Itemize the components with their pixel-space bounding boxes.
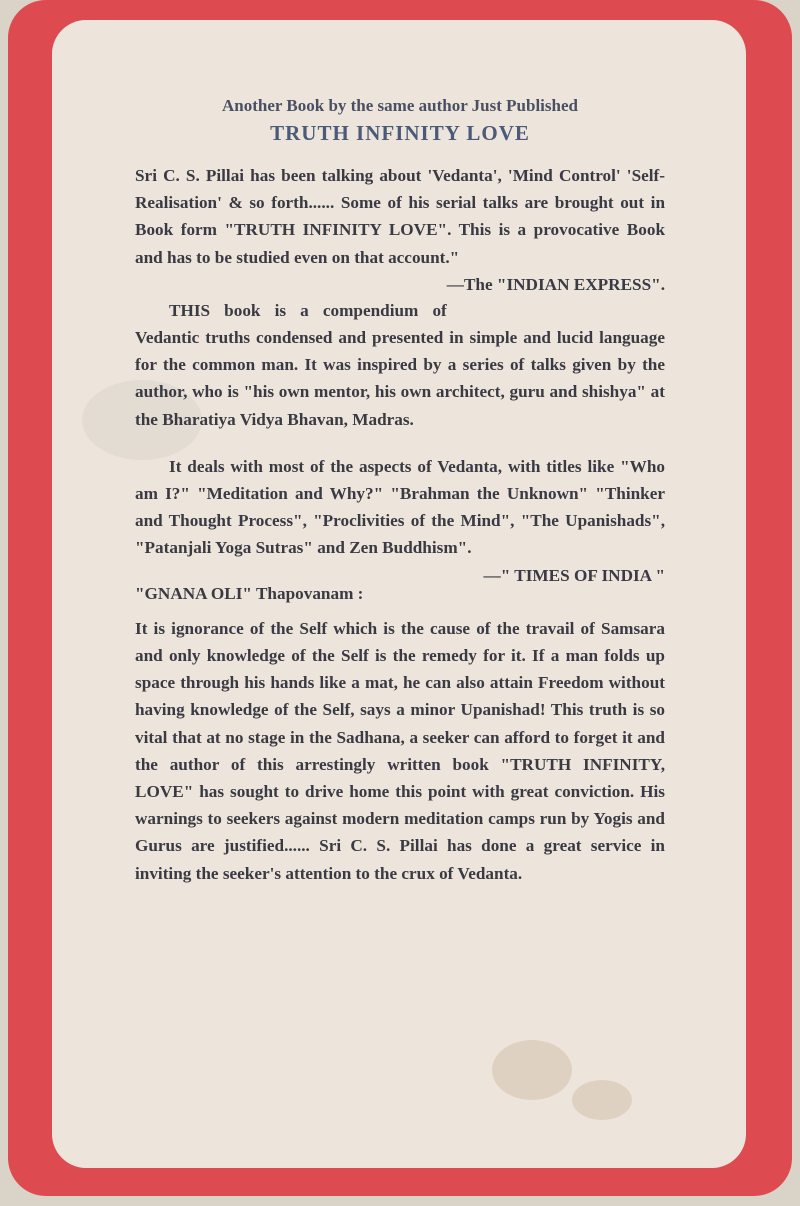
stain-mark — [572, 1080, 632, 1120]
cover-text-block — [135, 92, 665, 887]
gnana-review-heading: "GNANA OLI" Thapovanam : — [135, 583, 364, 603]
stain-mark — [492, 1040, 572, 1100]
gnana-review-text: It is ignorance of the Self which is the cause of the travail of Samsara and only knowledge of the Self is the remedy for it. If a man folds up space through his hands like a mat, he can also attain Freedom without having knowledge of the Self, says a minor Upanishad! This truth is so vital that at no stage in the Sadhana, a seeker can afford to forget it and the author of this arrestingly written book "TRUTH INFINITY, LOVE" has sought to drive home this point with great conviction. His warnings to seekers against modern meditation camps run by Yogis and Gurus are justified...... Sri C. S. Pillai has done a great service in inviting the seeker's attention to the crux of Vedanta. — [135, 618, 665, 883]
times-review-para-1: THIS book is a compendium of Vedantic truths condensed and presented in simple and lucid language for the common man. It was inspired by a series of talks given by the author, who is "his own mentor, his own architect, guru and shishya" at the Bharatiya Vidya Bhavan, Madras. — [135, 300, 665, 429]
book-title: TRUTH INFINITY LOVE — [270, 121, 530, 145]
header-line: Another Book by the same author Just Published — [222, 96, 578, 115]
express-review-text: Sri C. S. Pillai has been talking about 'Vedanta', 'Mind Control' 'Self-Realisation' & so forth...... Some of his serial talks are brought out in Book form "TRUTH INFINITY LOVE". This is a provocative Book and has to be studied even on that account." — [135, 166, 665, 267]
express-review-source: —The "INDIAN EXPRESS". — [446, 274, 665, 294]
times-review-source: —" TIMES OF INDIA " — [483, 565, 665, 585]
times-review-para-2 — [135, 453, 665, 585]
times-review-para-2-text: It deals with most of the aspects of Vedanta, with titles like "Who am I?" "Meditation and Why?" "Brahman the Unknown" "Thinker and Thought Process", "Proclivities of the Mind", "The Upanishads", "Patanjali Yoga Sutras" and Zen Buddhism". — [135, 456, 665, 558]
express-review — [135, 162, 665, 294]
